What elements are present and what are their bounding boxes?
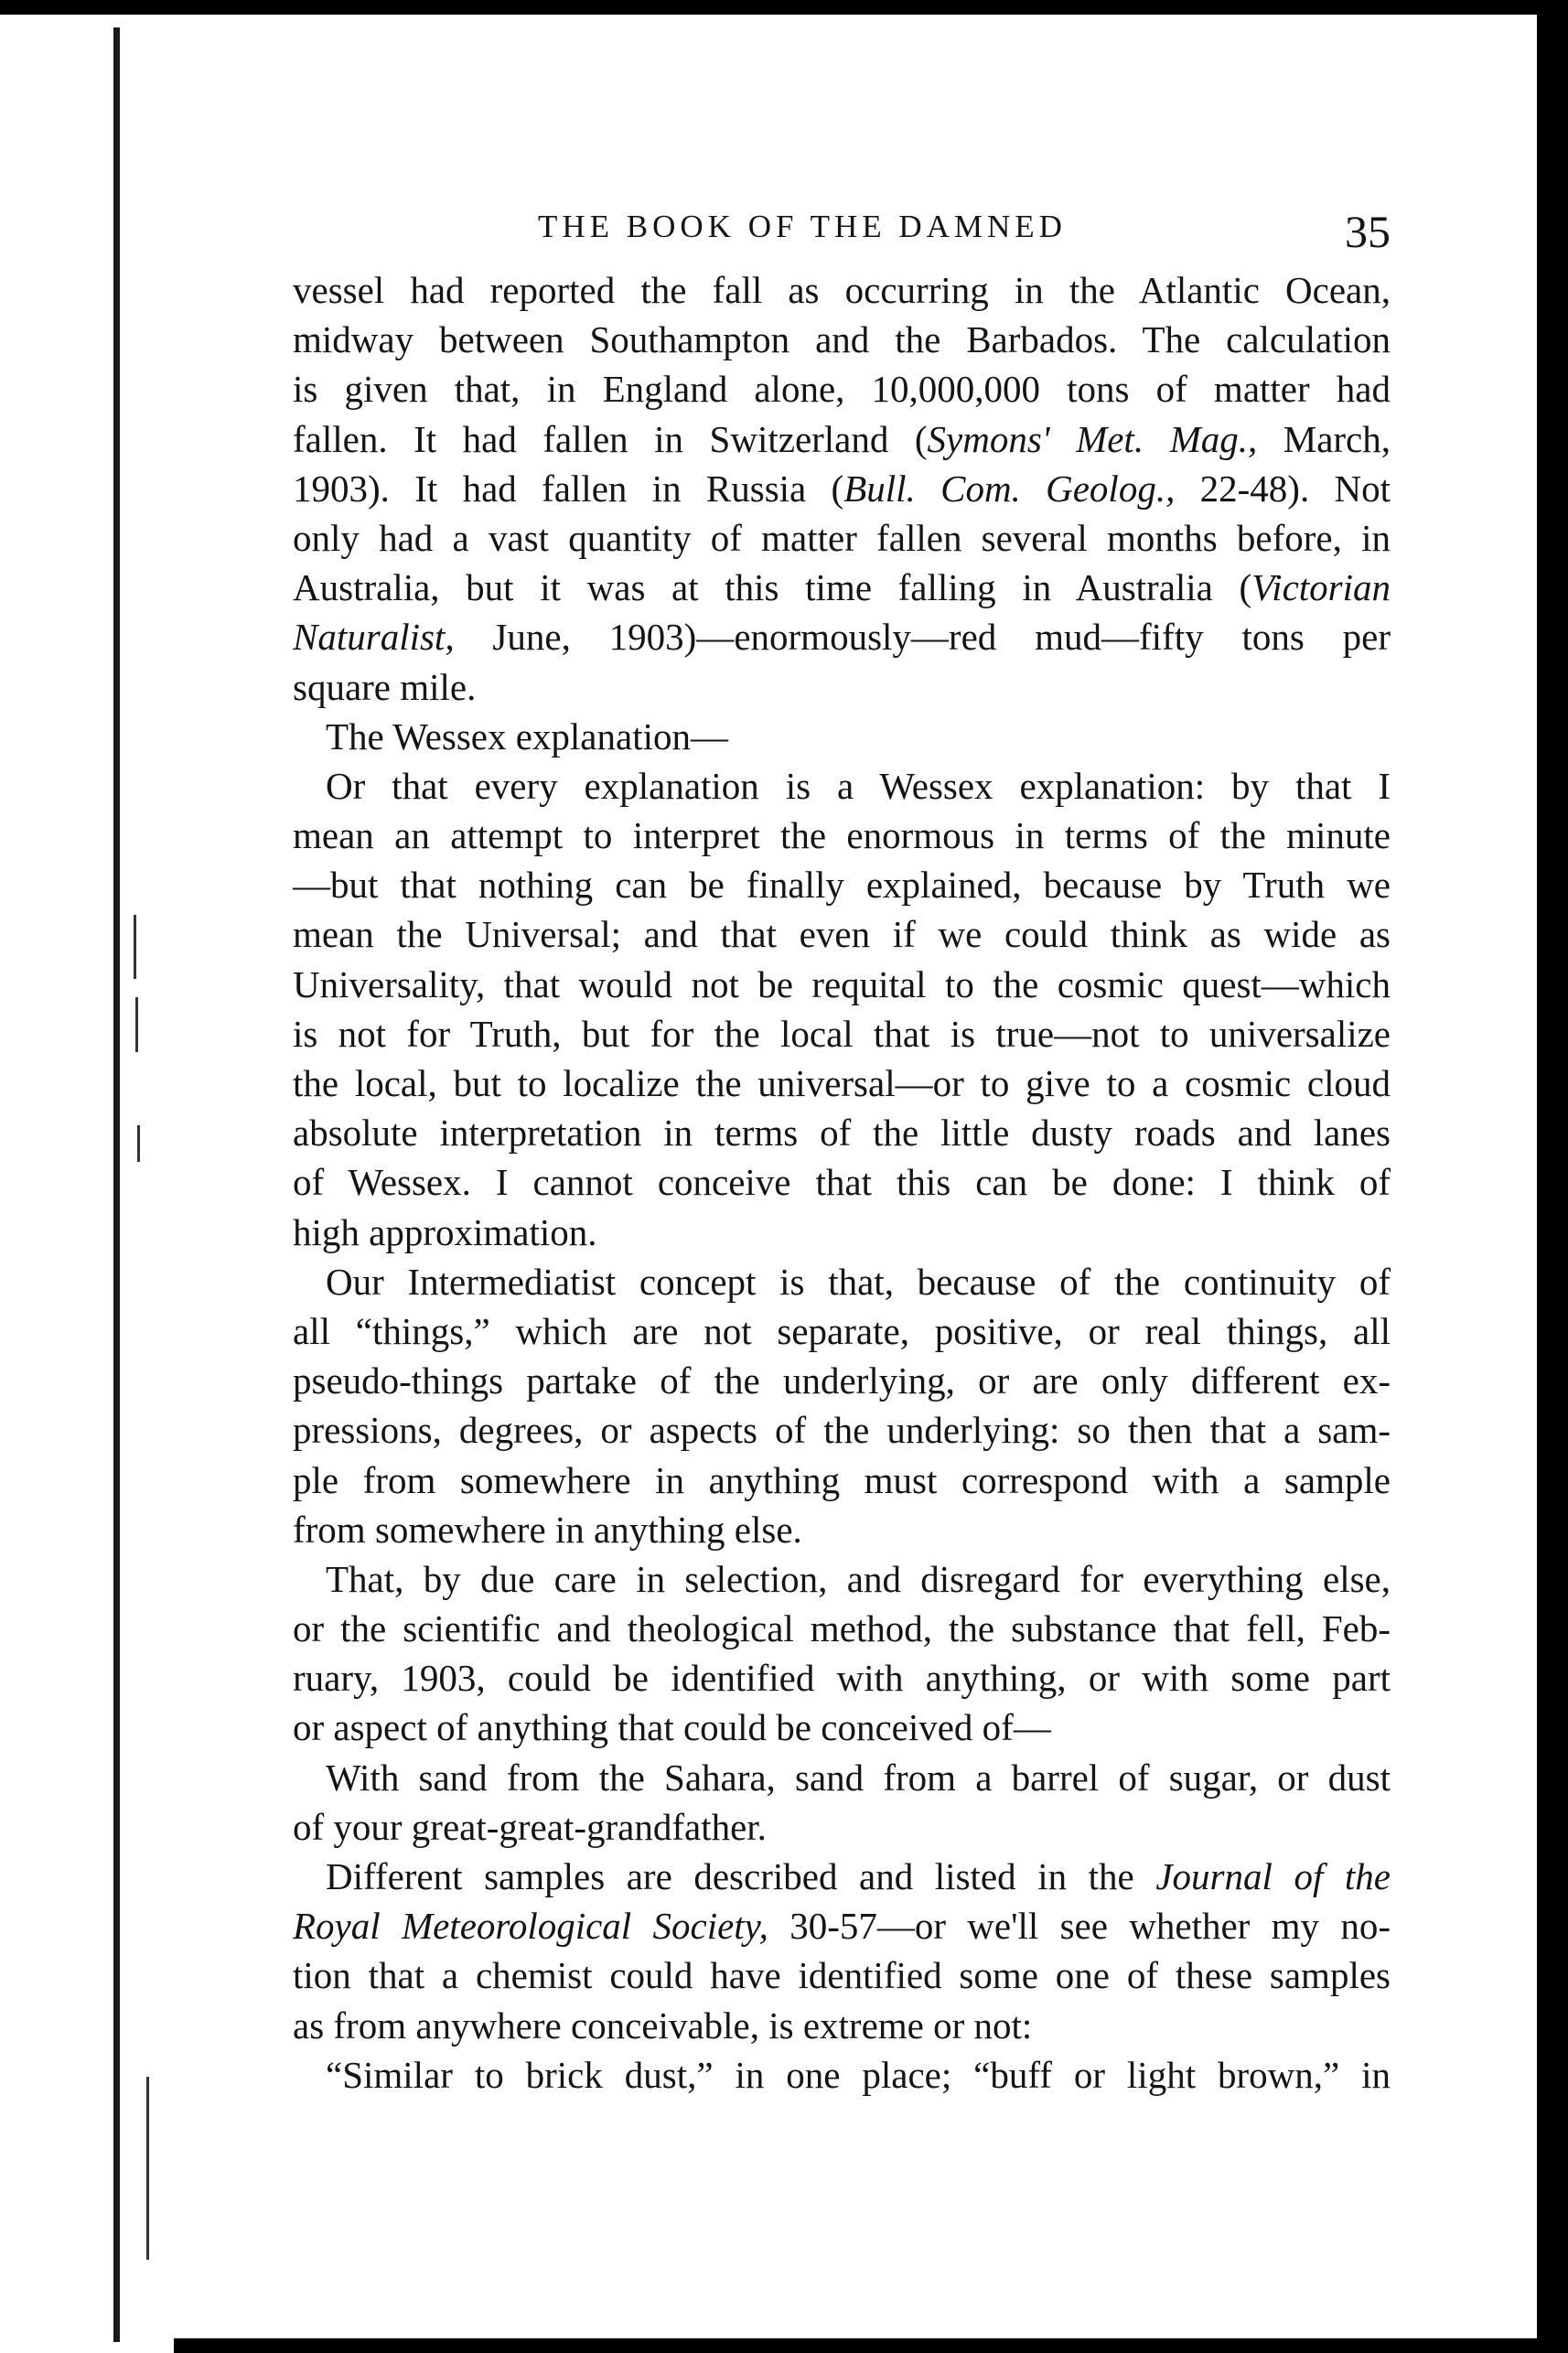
text-line: The Wessex explanation— [326, 714, 728, 757]
text-line: only had a vast quantity of matter fallen several months before, in [293, 516, 1391, 559]
text-line: Universality, that would not be requital to the cosmic quest—which [293, 962, 1391, 1005]
text-line: fallen. It had fallen in Switzerland (Symons' Met. Mag., March, [293, 417, 1391, 460]
text-line: or aspect of anything that could be conceived of— [293, 1706, 1051, 1749]
text-line: ple from somewhere in anything must correspond with a sample [293, 1458, 1391, 1501]
text-line: 1903). It had fallen in Russia (Bull. Com. Geolog., 22-48). Not [293, 467, 1391, 510]
text-line: Royal Meteorological Society, 30-57—or we'll see whether my no- [293, 1905, 1391, 1948]
text-line: or the scientific and theological method, the substance that fell, Feb- [293, 1607, 1391, 1650]
text-line: pseudo-things partake of the underlying, or are only different ex- [293, 1359, 1391, 1402]
text-line: Or that every explanation is a Wessex explanation: by that I [326, 764, 1391, 807]
text-line: pressions, degrees, or aspects of the underlying: so then that a sam- [293, 1409, 1391, 1452]
text-line: the local, but to localize the universal—or to give to a cosmic cloud [293, 1062, 1391, 1104]
text-line: high approximation. [293, 1210, 597, 1253]
binding-gutter [113, 27, 120, 2342]
text-line: Our Intermediatist concept is that, because of the continuity of [326, 1260, 1391, 1303]
text-line: midway between Southampton and the Barbados. The calculation [293, 318, 1391, 361]
running-title: THE BOOK OF THE DAMNED [538, 209, 1067, 244]
text-line: is not for Truth, but for the local that is true—not to universalize [293, 1012, 1391, 1055]
page-number: 35 [1345, 206, 1391, 257]
text-line: absolute interpretation in terms of the little dusty roads and lanes [293, 1112, 1391, 1155]
text-line: ruary, 1903, could be identified with anything, or with some part [293, 1657, 1391, 1700]
gutter-mark [135, 997, 138, 1052]
gutter-mark [146, 2077, 149, 2260]
scan-edge-top [0, 0, 1568, 15]
text-line: all “things,” which are not separate, positive, or real things, all [293, 1309, 1391, 1352]
text-line: of Wessex. I cannot conceive that this can be done: I think of [293, 1161, 1391, 1204]
text-line: mean an attempt to interpret the enormous in terms of the minute [293, 814, 1391, 857]
text-line: With sand from the Sahara, sand from a barrel of sugar, or dust [326, 1756, 1391, 1799]
text-line: Australia, but it was at this time falling in Australia (Victorian [293, 566, 1391, 609]
text-line: tion that a chemist could have identified some one of these samples [293, 1954, 1391, 1997]
gutter-mark [134, 915, 136, 979]
text-line: from somewhere in anything else. [293, 1508, 802, 1551]
text-line: Naturalist, June, 1903)—enormously—red mud—fifty tons per [293, 616, 1391, 659]
scan-edge-bottom [174, 2338, 1568, 2353]
text-line: Different samples are described and listed in the Journal of the [326, 1855, 1391, 1897]
text-line: as from anywhere conceivable, is extreme or not: [293, 2004, 1033, 2047]
text-line: of your great-great-grandfather. [293, 1805, 767, 1848]
text-line: mean the Universal; and that even if we could think as wide as [293, 913, 1391, 956]
text-line: square mile. [293, 665, 477, 708]
text-line: is given that, in England alone, 10,000,000 tons of matter had [293, 368, 1391, 411]
body-text [293, 265, 1391, 2100]
text-line: —but that nothing can be finally explained, because by Truth we [293, 864, 1391, 907]
text-line: “Similar to brick dust,” in one place; “buff or light brown,” in [326, 2053, 1391, 2096]
scan-edge-right [1537, 0, 1568, 2353]
running-header [538, 205, 1391, 260]
text-line: vessel had reported the fall as occurring in the Atlantic Ocean, [293, 269, 1391, 311]
gutter-mark [137, 1125, 140, 1162]
text-line: That, by due care in selection, and disregard for everything else, [326, 1557, 1391, 1600]
